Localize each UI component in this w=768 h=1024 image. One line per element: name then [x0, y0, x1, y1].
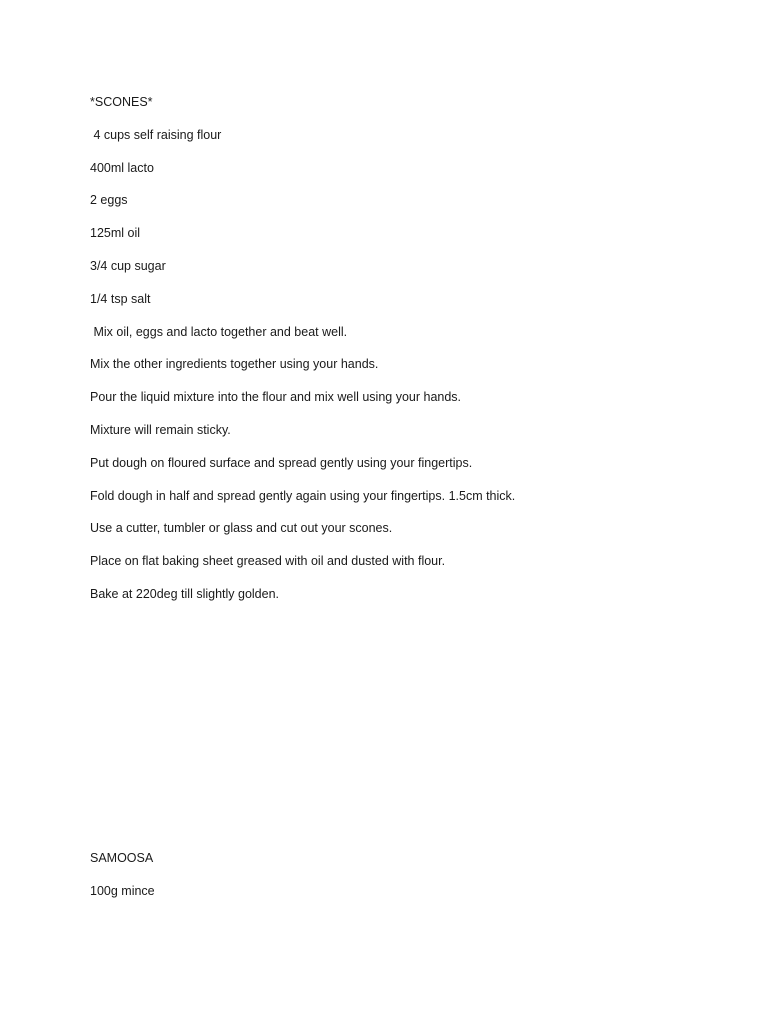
instruction-line: Bake at 220deg till slightly golden. — [90, 587, 280, 601]
instruction-line: Mix the other ingredients together using your hands. — [90, 357, 379, 371]
ingredient-line: 2 eggs — [90, 193, 128, 207]
ingredient-line: 100g mince — [90, 884, 155, 898]
instruction-line: Put dough on floured surface and spread gently using your fingertips. — [90, 456, 473, 470]
instruction-line: Pour the liquid mixture into the flour and mix well using your hands. — [90, 390, 462, 404]
ingredient-line: 3/4 cup sugar — [90, 259, 166, 273]
instruction-line: Mix oil, eggs and lacto together and beat well. — [90, 325, 348, 339]
instruction-line: Place on flat baking sheet greased with oil and dusted with flour. — [90, 554, 446, 568]
ingredient-line: 125ml oil — [90, 226, 141, 240]
ingredient-line: 400ml lacto — [90, 161, 154, 175]
instruction-line: Use a cutter, tumbler or glass and cut out your scones. — [90, 521, 393, 535]
recipe-title-scones: *SCONES* — [90, 95, 153, 109]
ingredient-line: 4 cups self raising flour — [90, 128, 222, 142]
instruction-line: Fold dough in half and spread gently again using your fingertips. 1.5cm thick. — [90, 489, 516, 503]
ingredient-line: 1/4 tsp salt — [90, 292, 151, 306]
instruction-line: Mixture will remain sticky. — [90, 423, 231, 437]
recipe-title-samoosa: SAMOOSA — [90, 851, 154, 865]
